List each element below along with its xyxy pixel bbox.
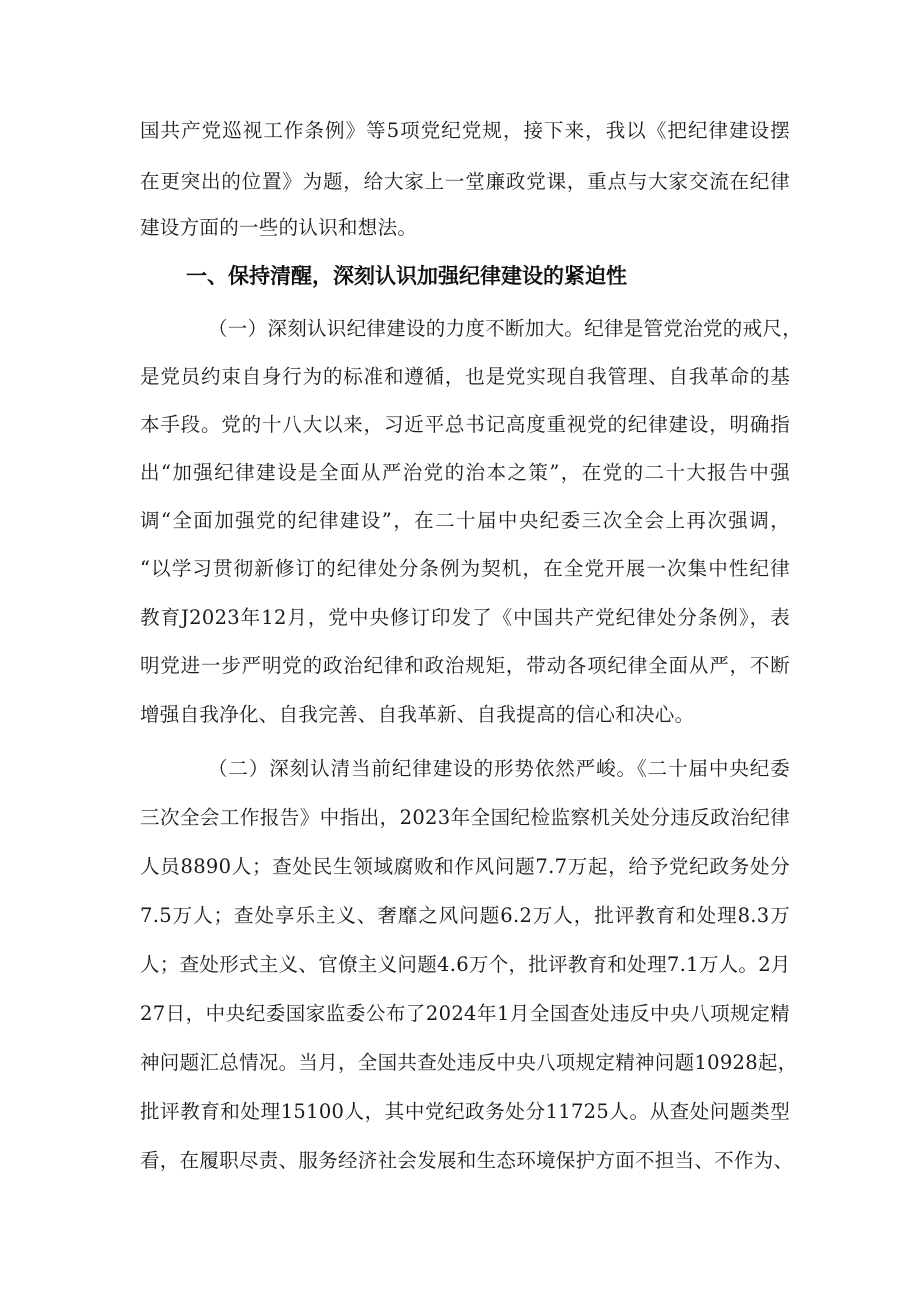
intro-line: 在更突出的位置》为题，给大家上一堂廉政党课，重点与大家交流在纪律: [140, 170, 790, 193]
paragraph-line: 人员8890人；查处民生领域腐败和作风问题7.7万起，给予党纪政务处分: [140, 855, 790, 878]
paragraph-line: 教育J2023年12月，党中央修订印发了《中国共产党纪律处分条例》，表: [140, 606, 790, 629]
paragraph-line: 看，在履职尽责、服务经济社会发展和生态环境保护方面不担当、不作为、: [140, 1149, 794, 1172]
paragraph-line: “以学习贯彻新修订的纪律处分条例为契机，在全党开展一次集中性纪律: [140, 557, 790, 580]
paragraph-line: 27日，中央纪委国家监委公布了2024年1月全国查处违反中央八项规定精: [140, 1002, 790, 1025]
paragraph-line: 出“加强纪律建设是全面从严治党的治本之策”，在党的二十大报告中强: [140, 461, 790, 484]
intro-line: 建设方面的一些的认识和想法。: [140, 216, 418, 239]
paragraph-line: 明党进一步严明党的政治纪律和政治规矩，带动各项纪律全面从严，不断: [140, 654, 790, 677]
paragraph-line: 人；查处形式主义、官僚主义问题4.6万个，批评教育和处理7.1万人。2月: [140, 953, 791, 976]
intro-line: 国共产党巡视工作条例》等5项党纪党规，接下来，我以《把纪律建设摆: [140, 119, 790, 142]
section-heading: 一、保持清醒，深刻认识加强纪律建设的紧迫性: [186, 264, 627, 288]
paragraph-line: 批评教育和处理15100人，其中党纪政务处分11725人。从查处问题类型: [140, 1100, 790, 1123]
paragraph-line: 神问题汇总情况。当月，全国共查处违反中央八项规定精神问题10928起，: [140, 1051, 798, 1074]
paragraph-line: 是党员约束自身行为的标准和遵循，也是党实现自我管理、自我革命的基: [140, 365, 790, 388]
paragraph-line: 7.5万人；查处享乐主义、奢靡之风问题6.2万人，批评教育和处理8.3万: [140, 904, 790, 927]
paragraph-line: 调“全面加强党的纪律建设”，在二十届中央纪委三次全会上再次强调，: [140, 509, 790, 532]
paragraph-line: 增强自我净化、自我完善、自我革新、自我提高的信心和决心。: [140, 703, 695, 726]
paragraph-line: （一）深刻认识纪律建设的力度不断加大。纪律是管党治党的戒尺，: [208, 317, 803, 340]
paragraph-line: （二）深刻认清当前纪律建设的形势依然严峻。《二十届中央纪委: [208, 757, 790, 780]
paragraph-line: 本手段。党的十八大以来，习近平总书记高度重视党的纪律建设，明确指: [140, 413, 790, 436]
paragraph-line: 三次全会工作报告》中指出，2023年全国纪检监察机关处分违反政治纪律: [140, 806, 790, 829]
